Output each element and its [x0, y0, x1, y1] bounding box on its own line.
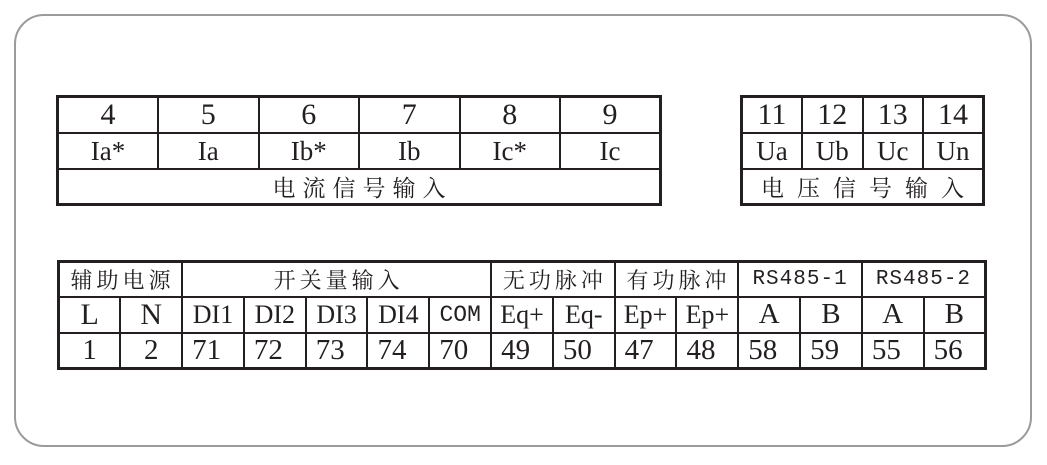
- signal-label-cell: Eq+: [491, 297, 553, 333]
- signal-label-cell: Ib*: [259, 133, 360, 169]
- terminal-number-cell: 59: [800, 333, 862, 369]
- terminal-number-cell: 8: [460, 97, 561, 134]
- terminal-number-cell: 48: [676, 333, 738, 369]
- terminal-number-cell: 55: [862, 333, 924, 369]
- aux-terminal-number-row: [59, 333, 986, 369]
- terminal-number-cell: 11: [742, 97, 803, 134]
- group-rs485-1: RS485-1: [738, 262, 862, 297]
- group-rs485-2: RS485-2: [862, 262, 986, 297]
- voltage-input-table: [740, 95, 985, 206]
- current-caption-row: [58, 169, 661, 205]
- signal-label-cell: Ua: [742, 133, 803, 169]
- signal-label-cell: B: [800, 297, 862, 333]
- current-input-table: [56, 95, 662, 206]
- signal-label-cell: Ep+: [676, 297, 738, 333]
- signal-label-cell: Ib: [359, 133, 460, 169]
- current-signal-row: [58, 133, 661, 169]
- voltage-signal-row: [742, 133, 984, 169]
- terminal-number-cell: 4: [58, 97, 159, 134]
- terminal-number-cell: 73: [306, 333, 368, 369]
- voltage-terminal-number-row: [742, 97, 984, 134]
- terminal-number-cell: 2: [120, 333, 182, 369]
- signal-label-cell: Ep+: [615, 297, 677, 333]
- voltage-table-caption: 电压信号输入: [742, 169, 984, 205]
- signal-label-cell: Uc: [863, 133, 924, 169]
- signal-label-cell: Ic*: [460, 133, 561, 169]
- terminal-number-cell: 9: [560, 97, 661, 134]
- signal-label-cell: Ia*: [58, 133, 159, 169]
- signal-label-cell: Ia: [158, 133, 259, 169]
- group-reactive-pulse: 无功脉冲: [491, 262, 615, 297]
- rounded-border-frame: [14, 14, 1032, 447]
- terminal-number-cell: 50: [553, 333, 615, 369]
- group-active-pulse: 有功脉冲: [615, 262, 739, 297]
- signal-label-cell: Un: [923, 133, 984, 169]
- terminal-number-cell: 14: [923, 97, 984, 134]
- aux-signal-row: [59, 297, 986, 333]
- current-terminal-number-row: [58, 97, 661, 134]
- terminal-number-cell: 70: [429, 333, 491, 369]
- terminal-number-cell: 12: [802, 97, 863, 134]
- signal-label-cell: DI1: [182, 297, 244, 333]
- terminal-number-cell: 6: [259, 97, 360, 134]
- group-switch-input: 开关量输入: [182, 262, 491, 297]
- terminal-number-cell: 47: [615, 333, 677, 369]
- signal-label-cell: L: [59, 297, 121, 333]
- signal-label-cell: N: [120, 297, 182, 333]
- terminal-number-cell: 72: [244, 333, 306, 369]
- terminal-number-cell: 7: [359, 97, 460, 134]
- signal-label-cell: A: [862, 297, 924, 333]
- terminal-number-cell: 56: [924, 333, 986, 369]
- signal-label-cell: Ub: [802, 133, 863, 169]
- terminal-number-cell: 5: [158, 97, 259, 134]
- terminal-number-cell: 13: [863, 97, 924, 134]
- voltage-caption-row: [742, 169, 984, 205]
- terminal-number-cell: 58: [738, 333, 800, 369]
- terminal-number-cell: 74: [367, 333, 429, 369]
- terminal-number-cell: 49: [491, 333, 553, 369]
- signal-label-cell: DI3: [306, 297, 368, 333]
- signal-label-cell: Ic: [560, 133, 661, 169]
- group-header-row: [59, 262, 986, 297]
- signal-label-cell: Eq-: [553, 297, 615, 333]
- terminal-number-cell: 1: [59, 333, 121, 369]
- signal-label-cell: DI2: [244, 297, 306, 333]
- aux-di-pulse-rs485-table: [57, 260, 987, 370]
- group-aux-power: 辅助电源: [59, 262, 183, 297]
- current-table-caption: 电流信号输入: [58, 169, 661, 205]
- signal-label-cell: B: [924, 297, 986, 333]
- signal-label-cell: DI4: [367, 297, 429, 333]
- terminal-number-cell: 71: [182, 333, 244, 369]
- signal-label-cell: A: [738, 297, 800, 333]
- signal-label-cell: COM: [429, 297, 491, 333]
